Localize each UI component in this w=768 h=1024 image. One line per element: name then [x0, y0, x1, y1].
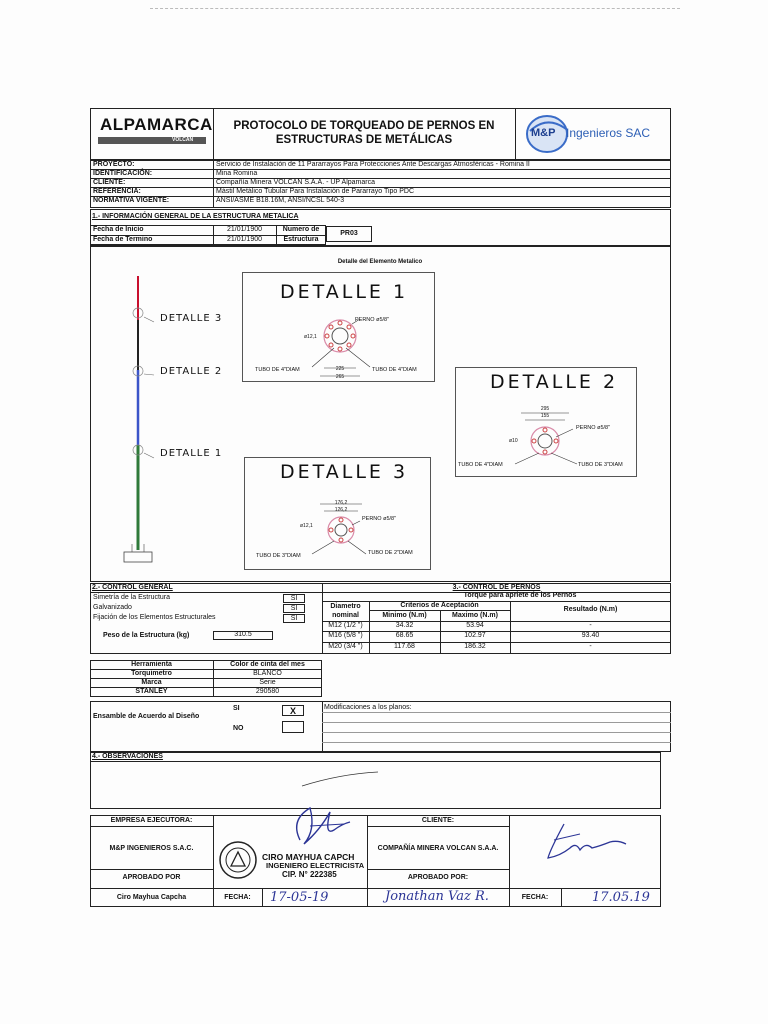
alpamarca-logo: ALPAMARCA — [100, 115, 213, 134]
check-galvanized[interactable]: SI — [283, 604, 305, 613]
detail1-dim-inner: 225 — [335, 366, 345, 372]
col-max: Maximo (N.m) — [452, 612, 498, 619]
mp-logo-text: Ingenieros SAC — [566, 126, 651, 140]
bolt-cell-max: 53.94 — [466, 622, 484, 629]
client-company: COMPAÑÍA MINERA VOLCAN S.A.A. — [377, 845, 499, 852]
detail3-perno: PERNO ø5/8" — [362, 516, 397, 522]
bolt-cell-result: - — [589, 643, 592, 650]
bolt-cell-min: 34.32 — [395, 622, 414, 629]
approved-by-label: APROBADO POR — [122, 874, 181, 881]
detail1-tubo-right: TUBO DE 4"DIAM — [372, 367, 417, 373]
date-label-2: FECHA: — [521, 894, 549, 901]
assembly-label: Ensamble de Acuerdo al Diseño — [93, 713, 200, 720]
tool-name: STANLEY — [135, 688, 168, 695]
col-diam-1: Diametro — [330, 603, 361, 610]
structure-number-label-1: Numero de — [282, 226, 320, 233]
bolt-cell-diam: M20 (3/4 ") — [328, 643, 363, 650]
check-symmetry[interactable]: SI — [283, 594, 305, 603]
date-value-1: 17-05-19 — [270, 890, 329, 905]
page-title-line2: ESTRUCTURAS DE METÁLICAS — [275, 134, 453, 146]
check-fixation[interactable]: SI — [283, 614, 305, 623]
detail3-phi: ø12,1 — [300, 523, 313, 529]
weight-value: 310.5 — [234, 631, 252, 638]
bolt-cell-diam: M16 (5/8 ") — [328, 632, 363, 639]
detail3-dim-inner: 126,2 — [334, 507, 348, 513]
client-signature — [540, 820, 630, 865]
detail2-title: DETALLE 2 — [490, 371, 619, 393]
start-date-value: 21/01/1900 — [226, 226, 263, 233]
detail2-tubo-left: TUBO DE 4"DIAM — [458, 462, 503, 468]
detail1-tubo-left: TUBO DE 4"DIAM — [255, 367, 300, 373]
project-info-label: CLIENTE: — [93, 179, 126, 186]
project-info-value: ANSI/ASME B18.16M, ANSI/NCSL 540-3 — [216, 197, 345, 204]
detail1-title: DETALLE 1 — [280, 281, 409, 303]
detail3-tubo-left: TUBO DE 3"DIAM — [256, 553, 301, 559]
stamp-line1: CIRO MAYHUA CAPCH — [262, 852, 355, 862]
date-value-2: 17.05.19 — [592, 890, 650, 905]
tools-col-color: Color de cinta del mes — [230, 661, 305, 668]
scan-artifact — [150, 8, 680, 11]
detail1-phi: ø12,1 — [304, 334, 317, 340]
bolt-cell-max: 102.97 — [464, 632, 486, 639]
detail2-dim-inner: 155 — [540, 413, 550, 419]
end-date-value: 21/01/1900 — [226, 236, 263, 243]
bolt-cell-result: 93.40 — [581, 632, 600, 639]
bolt-cell-min: 117.68 — [394, 643, 415, 650]
bolt-cell-diam: M12 (1/2 ") — [328, 622, 363, 629]
detail2-phi: ø10 — [509, 438, 518, 444]
project-info-label: REFERENCIA: — [93, 188, 141, 195]
end-date-label: Fecha de Termino — [93, 236, 153, 243]
start-date-label: Fecha de Inicio — [93, 226, 144, 233]
approver-name: Ciro Mayhua Capcha — [116, 894, 187, 901]
assembly-no-label: NO — [233, 725, 244, 732]
date-label-1: FECHA: — [224, 894, 251, 901]
project-info-value: Compañía Minera VOLCAN S.A.A. - UP Alpamarca — [216, 179, 375, 186]
project-info-value: Mina Romina — [216, 170, 258, 177]
stamp-line3: CIP. N° 222385 — [282, 870, 337, 879]
weight-label: Peso de la Estructura (kg) — [103, 632, 190, 639]
structure-number-label-2: Estructura — [283, 236, 319, 243]
mp-logo-mark: M&P — [531, 127, 556, 139]
control-row-label: Fijación de los Elementos Estructurales — [93, 614, 216, 621]
observations-stroke — [300, 770, 380, 790]
client-label: CLIENTE: — [421, 817, 455, 824]
assembly-no-box[interactable] — [282, 721, 304, 733]
approved-by-label-2: APROBADO POR: — [407, 874, 469, 881]
page-title-line1: PROTOCOLO DE TORQUEADO DE PERNOS EN — [233, 120, 495, 132]
tool-name: Torquimetro — [131, 670, 172, 677]
section1-title: 1.- INFORMACIÓN GENERAL DE LA ESTRUCTURA METALICA — [92, 213, 299, 220]
mp-logo — [522, 113, 664, 155]
detail3-tubo-right: TUBO DE 2"DIAM — [368, 550, 413, 556]
engineer-signature — [280, 800, 360, 860]
mast-label-detail2: DETALLE 2 — [160, 366, 223, 377]
detail3-dim-outer: 176,2 — [334, 500, 348, 506]
client-approver-signature: Jonathan Vaz R. — [385, 889, 489, 904]
section3-subtitle: Torque para apriete de los Pernos — [463, 592, 577, 599]
project-info-label: PROYECTO: — [93, 161, 135, 168]
detail1-perno: PERNO ø5/8" — [355, 317, 390, 323]
exec-company: M&P INGENIEROS S.A.C. — [109, 845, 194, 852]
detail1-dim-outer: 265 — [335, 374, 345, 380]
tool-name: Marca — [141, 679, 162, 686]
detail2-dim-outer: 295 — [540, 406, 550, 412]
mast-label-detail3: DETALLE 3 — [160, 313, 223, 324]
col-diam-2: nominal — [332, 612, 359, 619]
detail2-perno: PERNO ø5/8" — [576, 425, 611, 431]
detail2-tubo-right: TUBO DE 3"DIAM — [578, 462, 623, 468]
tool-value: Serie — [259, 679, 276, 686]
project-info-value: Mástil Metálico Tubular Para Instalación de Pararrayo Tipo PDC — [216, 188, 415, 195]
modifications-label: Modificaciones a los planos: — [324, 704, 412, 711]
project-info-label: IDENTIFICACIÓN: — [93, 170, 153, 177]
project-info-label: NORMATIVA VIGENTE: — [93, 197, 170, 204]
stamp-line2: INGENIERO ELECTRICISTA — [266, 861, 365, 870]
assembly-si-mark: X — [289, 706, 296, 716]
section3-title: 3.- CONTROL DE PERNOS — [452, 584, 541, 591]
alpamarca-logo-sub: VOLCAN — [172, 137, 194, 143]
section4-title: 4.- OBSERVACIONES — [92, 753, 163, 760]
col-result: Resultado (N.m) — [563, 606, 618, 613]
control-row-label: Galvanizado — [93, 604, 132, 611]
detail3-title: DETALLE 3 — [280, 461, 409, 483]
page-title — [214, 119, 514, 147]
tool-value: BLANCO — [253, 670, 282, 677]
bolt-cell-result: - — [589, 622, 592, 629]
assembly-si-label: SI — [233, 705, 240, 712]
engineer-seal-icon — [218, 840, 258, 880]
col-criteria: Criterios de Aceptación — [400, 602, 479, 609]
bolt-cell-min: 68.65 — [395, 632, 414, 639]
project-info-value: Servicio de Instalación de 11 Pararrayos Para Protecciones Ante Descargas Atmosféricas - Romina II — [216, 161, 530, 168]
col-min: Minimo (N.m) — [382, 612, 427, 619]
bolt-cell-max: 186.32 — [464, 643, 486, 650]
mast-label-detail1: DETALLE 1 — [160, 448, 223, 459]
tool-value: 290580 — [255, 688, 280, 695]
exec-label: EMPRESA EJECUTORA: — [110, 817, 193, 824]
tools-col-tool: Herramienta — [131, 661, 172, 668]
drawing-title: Detalle del Elemento Metalico — [337, 259, 423, 265]
structure-number-value: PR03 — [340, 230, 358, 237]
control-row-label: Simetría de la Estructura — [93, 594, 171, 601]
section2-title: 2.- CONTROL GENERAL — [92, 584, 173, 591]
